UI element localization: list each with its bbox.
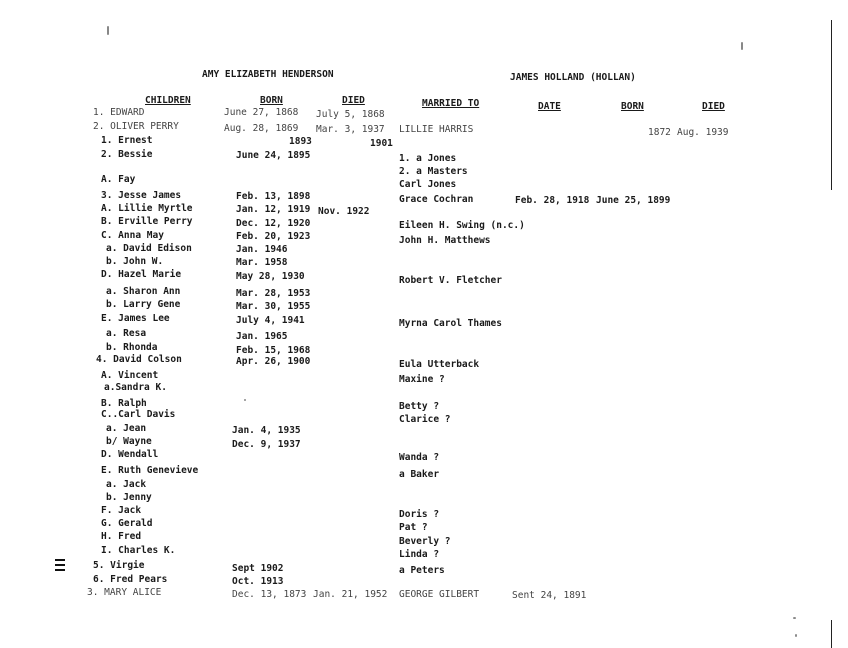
child-born: Apr. 26, 1900 (236, 356, 311, 367)
child-name: b/ Wayne (106, 436, 152, 447)
spouse-name: Beverly ? (399, 536, 451, 547)
spouse-name: Robert V. Fletcher (399, 275, 502, 286)
child-born: June 24, 1895 (236, 150, 311, 161)
scan-mark (741, 42, 743, 50)
spouse-name: Betty ? (399, 401, 440, 412)
marriage-date: Sent 24, 1891 (512, 590, 587, 601)
child-born: Feb. 20, 1923 (236, 231, 311, 242)
scan-mark (107, 26, 109, 35)
col-children: CHILDREN (145, 95, 191, 106)
child-name: G. Gerald (101, 518, 153, 529)
mother-name: AMY ELIZABETH HENDERSON (202, 69, 334, 80)
child-name: 4. David Colson (96, 354, 182, 365)
child-name: C. Anna May (101, 230, 164, 241)
child-died: 1901 (370, 138, 393, 149)
child-name: 2. Bessie (101, 149, 153, 160)
child-name: a. Resa (106, 328, 147, 339)
col-spouse-died: DIED (702, 101, 725, 112)
child-name: F. Jack (101, 505, 142, 516)
scan-mark (244, 399, 246, 401)
child-born: Jan. 12, 1919 (236, 204, 311, 215)
spouse-name: Eula Utterback (399, 359, 480, 370)
child-name: D. Wendall (101, 449, 159, 460)
col-died: DIED (342, 95, 365, 106)
child-born: 1893 (289, 136, 312, 147)
spouse-name: Myrna Carol Thames (399, 318, 502, 329)
spouse-name: Maxine ? (399, 374, 445, 385)
child-name: b. John W. (106, 256, 164, 267)
child-name: b. Larry Gene (106, 299, 181, 310)
col-married-to: MARRIED TO (422, 98, 480, 109)
marriage-date: Feb. 28, 1918 (515, 195, 590, 206)
child-born: May 28, 1930 (236, 271, 305, 282)
child-name: a. Jack (106, 479, 147, 490)
child-born: Dec. 12, 1920 (236, 218, 311, 229)
spouse-name: Clarice ? (399, 414, 451, 425)
child-died: Nov. 1922 (318, 206, 370, 217)
child-born: Mar. 1958 (236, 257, 288, 268)
child-name: I. Charles K. (101, 545, 176, 556)
spouse-name: 1. a Jones (399, 153, 457, 164)
child-born: Jan. 1965 (236, 331, 288, 342)
child-born: Sept 1902 (232, 563, 284, 574)
child-name: 6. Fred Pears (93, 574, 168, 585)
child-name: a. Sharon Ann (106, 286, 181, 297)
child-name: 1. EDWARD (93, 107, 145, 118)
father-name: JAMES HOLLAND (HOLLAN) (510, 72, 636, 83)
child-name: B. Ralph (101, 398, 147, 409)
scan-mark (793, 617, 796, 619)
spouse-name: Doris ? (399, 509, 440, 520)
col-spouse-born: BORN (621, 101, 644, 112)
child-born: Mar. 30, 1955 (236, 301, 311, 312)
child-died: Jan. 21, 1952 (313, 589, 388, 600)
spouse-name: Wanda ? (399, 452, 440, 463)
child-name: 3. Jesse James (101, 190, 182, 201)
spouse-born: June 25, 1899 (596, 195, 671, 206)
spouse-born: 1872 (648, 127, 671, 138)
child-born: Dec. 9, 1937 (232, 439, 301, 450)
child-name: C..Carl Davis (101, 409, 176, 420)
child-died: Mar. 3, 1937 (316, 124, 385, 135)
spouse-name: a Peters (399, 565, 445, 576)
child-name: 5. Virgie (93, 560, 145, 571)
spouse-name: Linda ? (399, 549, 440, 560)
child-born: June 27, 1868 (224, 107, 299, 118)
col-date: DATE (538, 101, 561, 112)
triple-bar-icon (55, 559, 65, 571)
child-name: b. Jenny (106, 492, 152, 503)
spouse-died: Aug. 1939 (677, 127, 729, 138)
child-name: A. Vincent (101, 370, 159, 381)
child-name: D. Hazel Marie (101, 269, 182, 280)
spouse-name: LILLIE HARRIS (399, 124, 474, 135)
child-born: Jan. 4, 1935 (232, 425, 301, 436)
child-born: Mar. 28, 1953 (236, 288, 311, 299)
child-name: 2. OLIVER PERRY (93, 121, 179, 132)
child-born: Jan. 1946 (236, 244, 288, 255)
child-name: a. David Edison (106, 243, 192, 254)
spouse-name: Eileen H. Swing (n.c.) (399, 220, 525, 231)
child-name: 1. Ernest (101, 135, 153, 146)
child-name: A. Fay (101, 174, 136, 185)
child-born: Aug. 28, 1869 (224, 123, 299, 134)
spouse-name: Grace Cochran (399, 194, 474, 205)
child-name: E. Ruth Genevieve (101, 465, 199, 476)
child-name: a.Sandra K. (104, 382, 167, 393)
scan-mark (795, 634, 797, 637)
child-died: July 5, 1868 (316, 109, 385, 120)
child-born: Dec. 13, 1873 (232, 589, 307, 600)
spouse-name: GEORGE GILBERT (399, 589, 480, 600)
spouse-name: Carl Jones (399, 179, 457, 190)
child-name: B. Erville Perry (101, 216, 193, 227)
child-name: E. James Lee (101, 313, 170, 324)
spouse-name: Pat ? (399, 522, 428, 533)
spouse-name: a Baker (399, 469, 440, 480)
child-name: b. Rhonda (106, 342, 158, 353)
child-born: Oct. 1913 (232, 576, 284, 587)
child-born: July 4, 1941 (236, 315, 305, 326)
spouse-name: John H. Matthews (399, 235, 491, 246)
child-name: A. Lillie Myrtle (101, 203, 193, 214)
spouse-name: 2. a Masters (399, 166, 468, 177)
child-name: a. Jean (106, 423, 147, 434)
page-edge-line (831, 620, 832, 648)
child-born: Feb. 13, 1898 (236, 191, 311, 202)
child-name: H. Fred (101, 531, 142, 542)
child-name: 3. MARY ALICE (87, 587, 162, 598)
page-edge-line (831, 20, 832, 190)
col-born: BORN (260, 95, 283, 106)
child-born: Feb. 15, 1968 (236, 345, 311, 356)
